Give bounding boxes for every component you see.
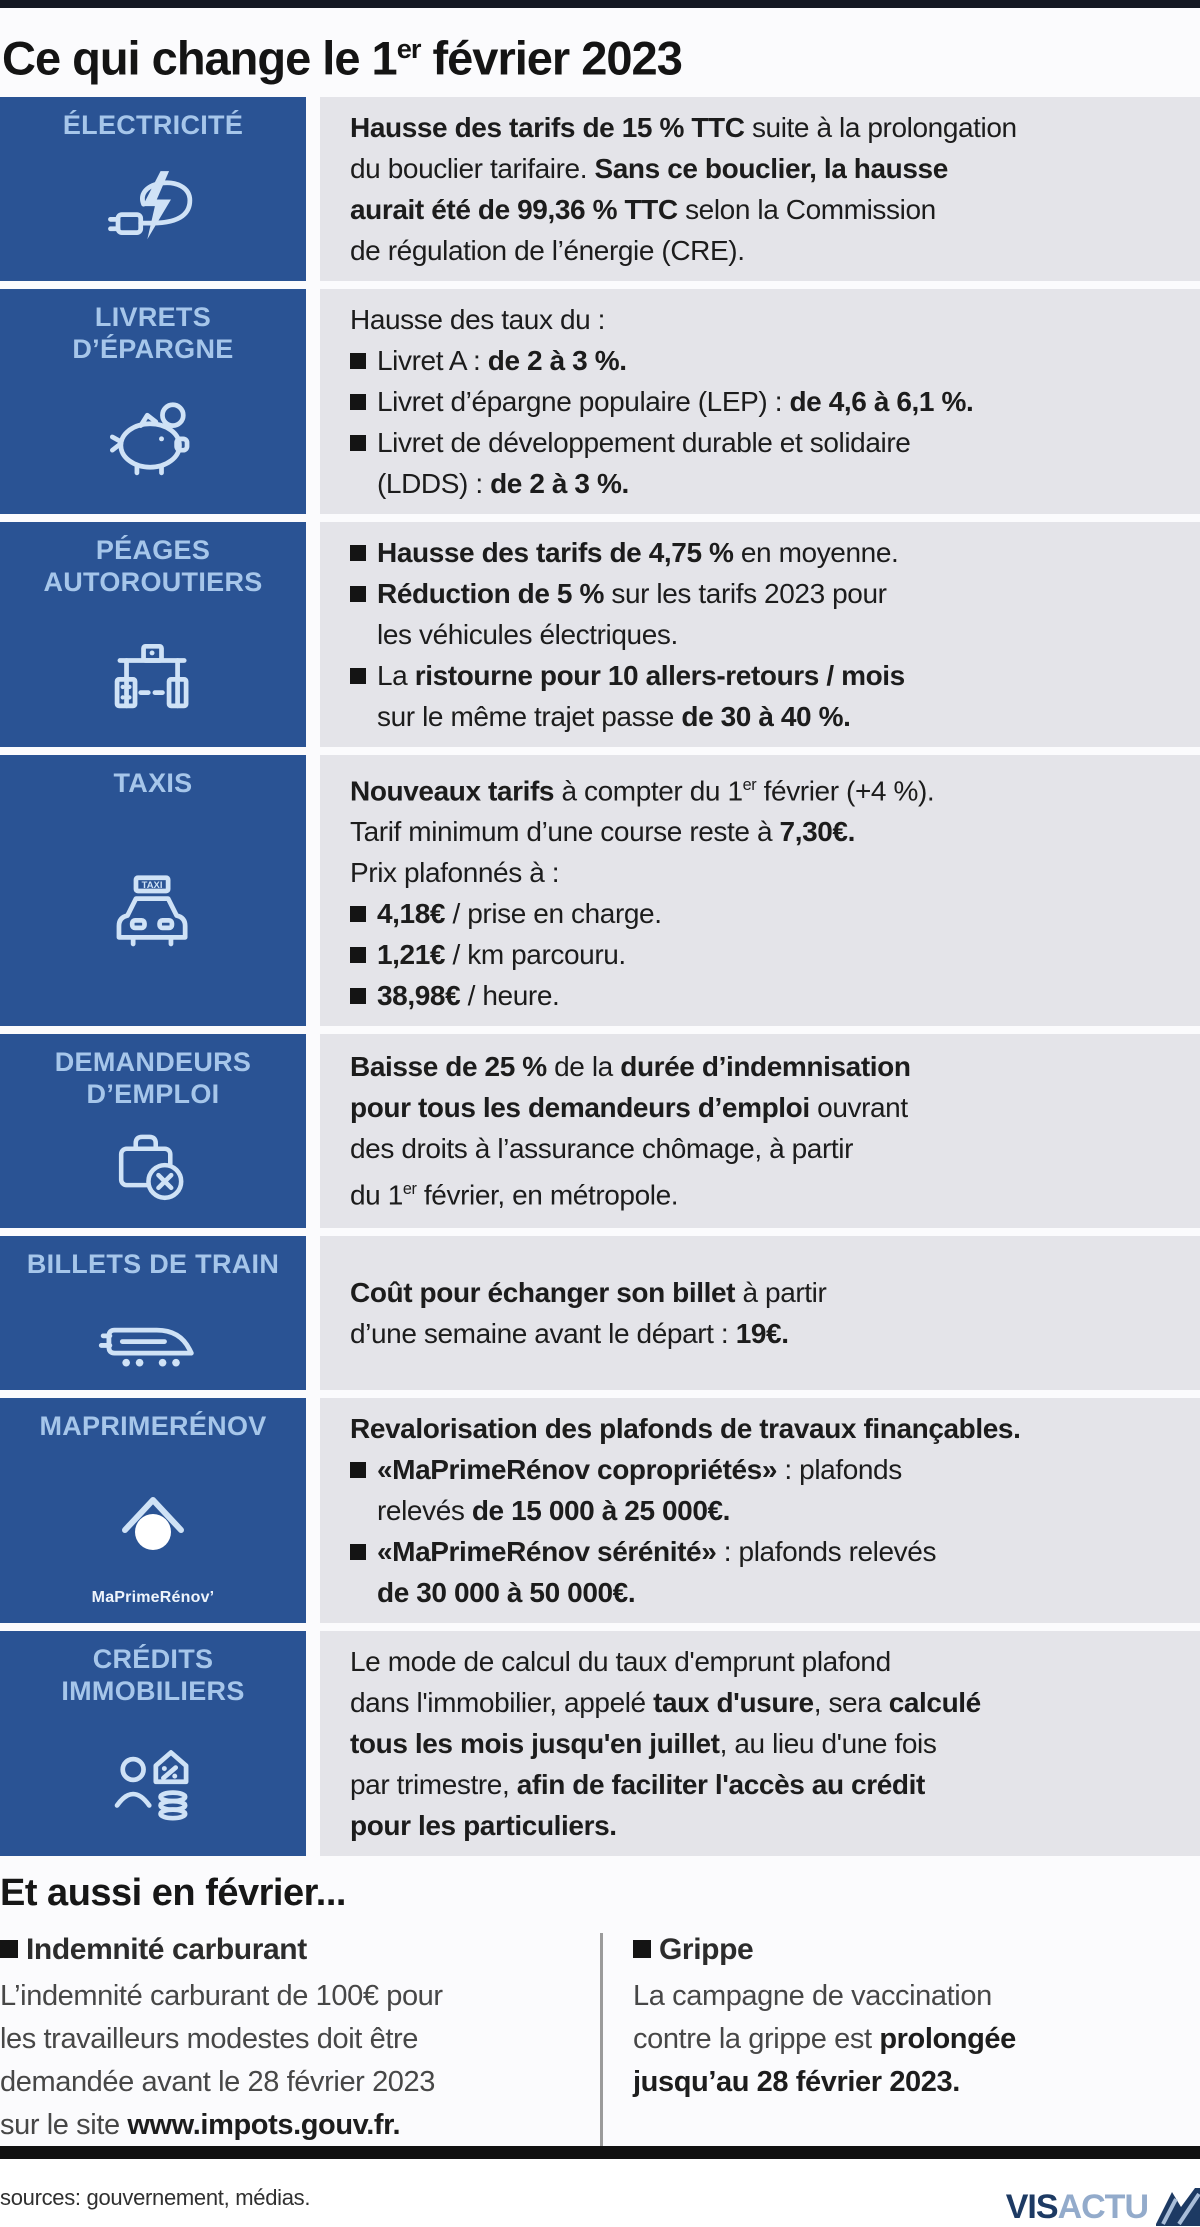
maprimerenov-house-icon (97, 1442, 209, 1589)
text-line: Revalorisation des plafonds de travaux finançables. (350, 1412, 1021, 1444)
train-icon (97, 1280, 209, 1380)
text-line: (LDDS) : de 2 à 3 %. (377, 467, 629, 499)
change-section-row (0, 97, 1200, 281)
text-line: Hausse des taux du : (350, 303, 606, 335)
text-line: «MaPrimeRénov copropriétés» : plafonds (350, 1449, 1190, 1490)
section-label-box (0, 755, 306, 1026)
text-line: La campagne de vaccination (633, 1979, 992, 2012)
bottom-border-bar (0, 2146, 1200, 2159)
text-line: 1,21€ / km parcouru. (350, 934, 1190, 975)
text-line: du 1er février, en métropole. (350, 1179, 679, 1211)
section-body (320, 1236, 1200, 1390)
also-column-title (0, 1933, 600, 1967)
text-line: tous les mois jusqu'en juillet, au lieu d'une fois (350, 1727, 937, 1759)
footer (0, 2167, 1200, 2227)
section-label-box (0, 522, 306, 747)
section-label-box (0, 1034, 306, 1228)
text-line: du bouclier tarifaire. Sans ce bouclier, la hausse (350, 152, 948, 184)
text-line: L’indemnité carburant de 100€ pour (0, 1979, 443, 2012)
bullet-square-icon (350, 988, 366, 1004)
section-label-box (0, 1631, 306, 1856)
section-label-box (0, 289, 306, 514)
text-line: les véhicules électriques. (377, 618, 678, 650)
taxi-icon (98, 799, 208, 1016)
section-body (320, 97, 1200, 281)
section-label-box (0, 1398, 306, 1623)
text-line: les travailleurs modestes doit être (0, 2022, 418, 2055)
top-border-bar (0, 0, 1200, 8)
bullet-square-icon (350, 586, 366, 602)
change-section-row (0, 1236, 1200, 1390)
page-title: Ce qui change le 1er février 2023 (2, 31, 682, 85)
visactu-logo-text-actu: ACTU (1057, 2187, 1148, 2226)
text-line: Prix plafonnés à : (350, 856, 560, 888)
bullet-square-icon (0, 1940, 18, 1958)
text-line: Livret de développement durable et solidaire (350, 422, 1190, 463)
also-column-title (633, 1933, 1200, 1967)
also-column (0, 1933, 600, 2147)
change-section-row (0, 755, 1200, 1026)
bullet-square-icon (633, 1940, 651, 1958)
text-line: d’une semaine avant le départ : 19€. (350, 1317, 789, 1349)
bullet-square-icon (350, 1544, 366, 1560)
sections-list (0, 97, 1200, 1856)
text-line: 38,98€ / heure. (350, 975, 1190, 1016)
text-line: jusqu’au 28 février 2023. (633, 2065, 960, 2098)
text-line: Livret d’épargne populaire (LEP) : de 4,6 à 6,1 %. (350, 381, 1190, 422)
section-body (320, 289, 1200, 514)
bullet-square-icon (350, 668, 366, 684)
text-line: pour tous les demandeurs d’emploi ouvrant (350, 1092, 908, 1124)
section-label: PÉAGES AUTOROUTIERS (43, 534, 263, 597)
section-icon-caption: MaPrimeRénov’ (91, 1588, 215, 1606)
section-body (320, 1398, 1200, 1623)
also-columns (0, 1933, 1200, 2147)
section-label: BILLETS DE TRAIN (26, 1248, 280, 1279)
section-body (320, 755, 1200, 1026)
svg-text:TAXI: TAXI (141, 880, 163, 892)
section-label: MAPRIMERÉNOV (39, 1410, 267, 1441)
text-line: 4,18€ / prise en charge. (350, 893, 1190, 934)
section-label: LIVRETS D’ÉPARGNE (72, 301, 234, 364)
also-column-body (633, 1975, 1200, 2104)
bullet-square-icon (350, 947, 366, 963)
bullet-square-icon (350, 1462, 366, 1478)
section-label-box (0, 1236, 306, 1390)
text-line: Hausse des tarifs de 15 % TTC suite à la prolongation (350, 111, 1017, 143)
also-column-title-text: Grippe (659, 1932, 754, 1966)
change-section-row (0, 1398, 1200, 1623)
also-column-title-text: Indemnité carburant (26, 1932, 307, 1966)
toll-gate-icon (99, 598, 207, 737)
change-section-row (0, 289, 1200, 514)
bullet-square-icon (350, 545, 366, 561)
text-line: Coût pour échanger son billet à partir (350, 1276, 827, 1308)
visactu-logo-mark-icon (1154, 2188, 1200, 2226)
text-line: Le mode de calcul du taux d'emprunt plafond (350, 1645, 891, 1677)
section-label-box (0, 97, 306, 281)
change-section-row (0, 1631, 1200, 1856)
text-line: contre la grippe est prolongée (633, 2022, 1016, 2055)
change-section-row (0, 522, 1200, 747)
bullet-square-icon (350, 435, 366, 451)
section-body (320, 1034, 1200, 1228)
section-label: CRÉDITS IMMOBILIERS (61, 1643, 245, 1706)
bullet-square-icon (350, 353, 366, 369)
visactu-logo-text-vis: VIS (1005, 2187, 1058, 2226)
piggy-bank-icon (99, 365, 207, 504)
bullet-square-icon (350, 394, 366, 410)
section-label: TAXIS (113, 767, 193, 798)
sources-note: sources: gouvernement, médias. (0, 2184, 311, 2210)
text-line: Tarif minimum d’une course reste à 7,30€. (350, 815, 855, 847)
text-line: Hausse des tarifs de 4,75 % en moyenne. (350, 532, 1190, 573)
text-line: de régulation de l’énergie (CRE). (350, 234, 745, 266)
also-column (600, 1933, 1200, 2147)
text-line: dans l'immobilier, appelé taux d'usure, sera calculé (350, 1686, 981, 1718)
text-line: sur le même trajet passe de 30 à 40 %. (377, 700, 851, 732)
text-line: «MaPrimeRénov sérénité» : plafonds relevés (350, 1531, 1190, 1572)
section-body (320, 1631, 1200, 1856)
section-label: DEMANDEURS D’EMPLOI (54, 1046, 252, 1109)
also-column-body (0, 1975, 600, 2147)
text-line: de 30 000 à 50 000€. (377, 1576, 636, 1608)
text-line: relevés de 15 000 à 25 000€. (377, 1494, 731, 1526)
text-line: La ristourne pour 10 allers-retours / mois (350, 655, 1190, 696)
text-line: des droits à l’assurance chômage, à partir (350, 1133, 854, 1165)
change-section-row (0, 1034, 1200, 1228)
electric-plug-icon (101, 141, 205, 271)
bullet-square-icon (350, 906, 366, 922)
text-line: aurait été de 99,36 % TTC selon la Commission (350, 193, 936, 225)
text-line: Baisse de 25 % de la durée d’indemnisation (350, 1051, 911, 1083)
text-line: Nouveaux tarifs à compter du 1er février (+4 %). (350, 774, 935, 806)
also-in-february-heading: Et aussi en février... (0, 1871, 346, 1914)
home-loan-icon (99, 1707, 207, 1846)
text-line: Livret A : de 2 à 3 %. (350, 340, 1190, 381)
text-line: demandée avant le 28 février 2023 (0, 2065, 435, 2098)
text-line: par trimestre, afin de faciliter l'accès au crédit (350, 1768, 925, 1800)
text-line: pour les particuliers. (350, 1809, 617, 1841)
section-body (320, 522, 1200, 747)
section-label: ÉLECTRICITÉ (62, 109, 244, 140)
text-line: Réduction de 5 % sur les tarifs 2023 pour (350, 573, 1190, 614)
visactu-logo (1006, 2188, 1200, 2227)
briefcase-x-icon (101, 1110, 205, 1218)
text-line: sur le site www.impots.gouv.fr. (0, 2108, 401, 2141)
